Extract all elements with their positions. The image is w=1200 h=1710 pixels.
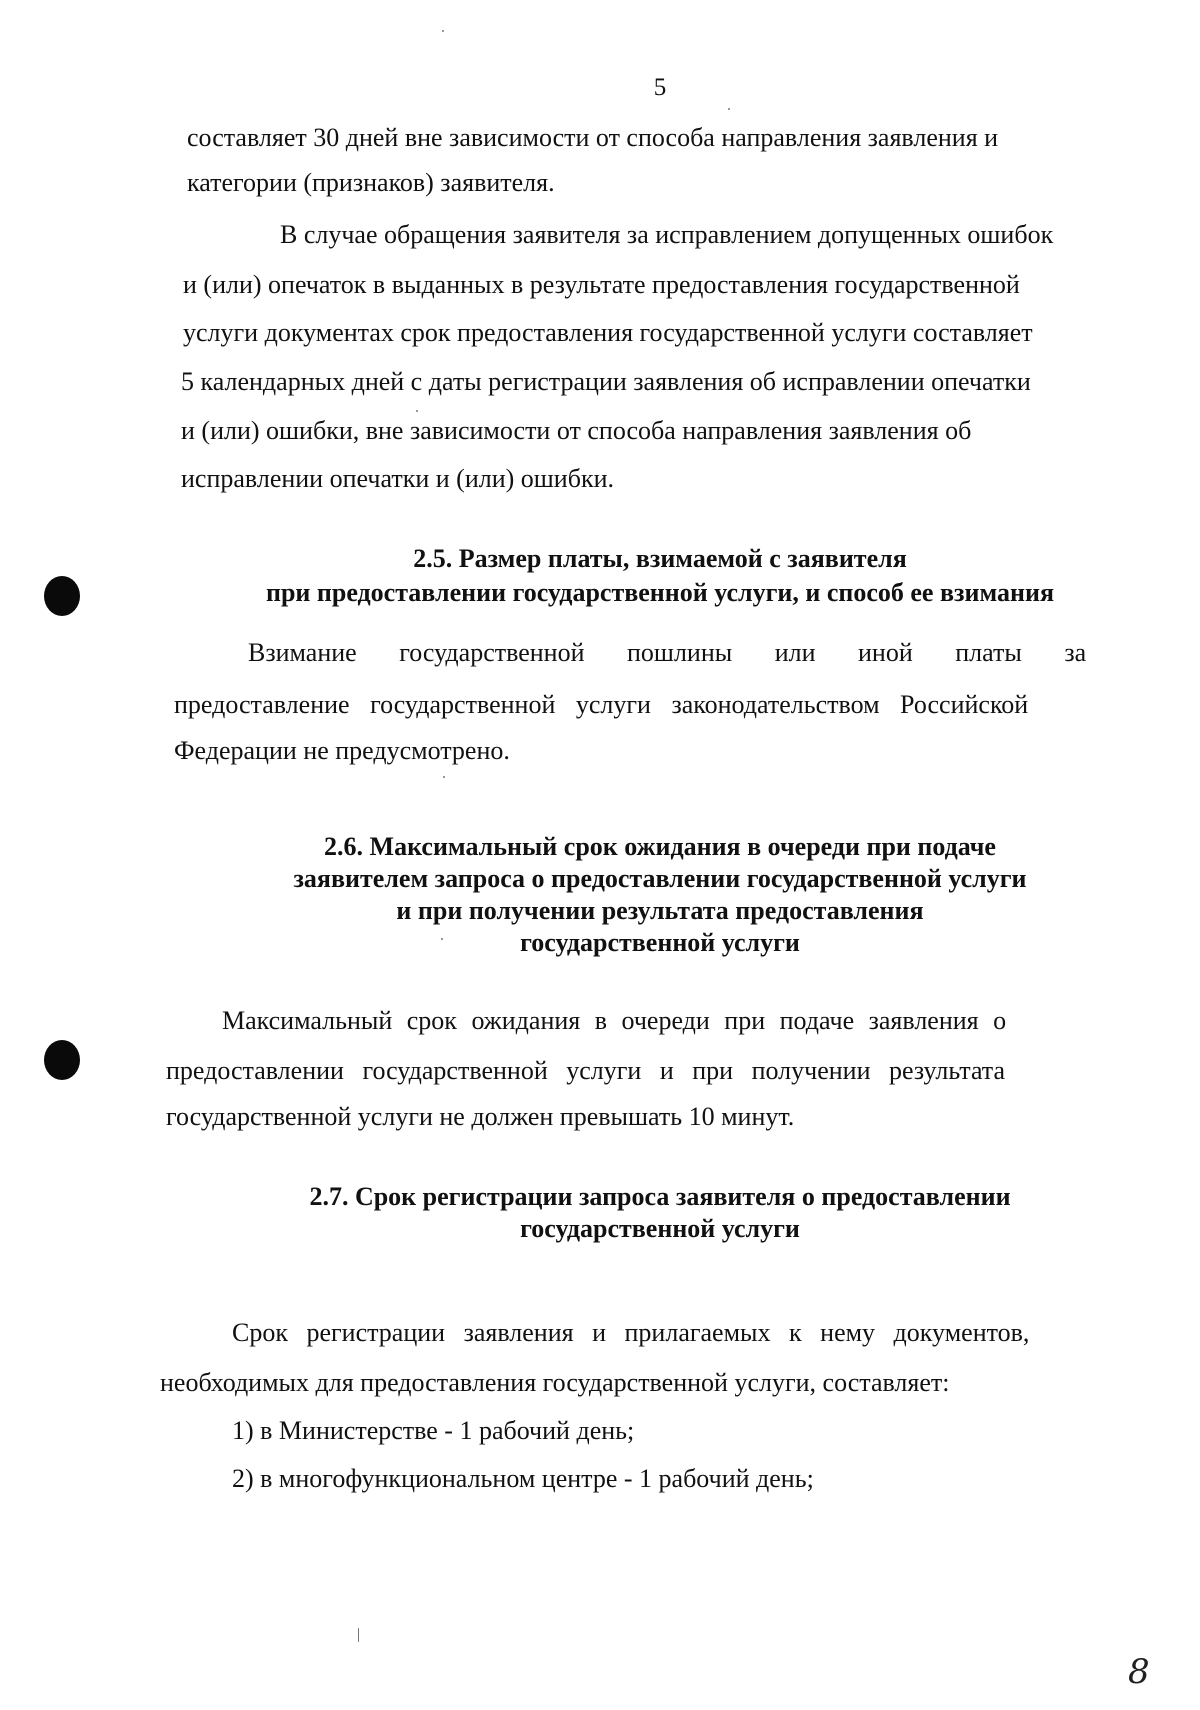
section-2-6-heading-line-1: 2.6. Максимальный срок ожидания в очереди при подаче <box>324 832 996 861</box>
scan-speck <box>728 108 730 110</box>
section-2-5-body-line-3: Федерации не предусмотрено. <box>174 736 510 765</box>
section-2-5-body-line-2: предоставление государственной услуги законодательством Российской <box>174 690 1029 719</box>
page-number: 5 <box>653 74 667 101</box>
scan-speck <box>358 1628 359 1642</box>
section-2-7-body-line-3: 1) в Министерстве - 1 рабочий день; <box>232 1416 635 1445</box>
section-2-6-body-line-1: Максимальный срок ожидания в очереди при подаче заявления о <box>222 1006 1007 1035</box>
scan-speck <box>443 776 445 778</box>
handwritten-page-mark: 8 <box>1128 1652 1150 1692</box>
paragraph-2-line-3: услуги документах срок предоставления государственной услуги составляет <box>183 318 1033 347</box>
section-2-6-body-line-3: государственной услуги не должен превышать 10 минут. <box>166 1102 795 1131</box>
section-2-5-heading-line-1: 2.5. Размер платы, взимаемой с заявителя <box>413 544 907 573</box>
text-line: составляет 30 дней вне зависимости от способа направления заявления и <box>187 123 999 152</box>
section-2-5-heading-line-2: при предоставлении государственной услуги, и способ ее взимания <box>265 578 1055 607</box>
section-2-6-heading-line-3: и при получении результата предоставления <box>396 896 924 925</box>
scan-speck <box>442 30 444 32</box>
paragraph-2-line-4: 5 календарных дней с даты регистрации заявления об исправлении опечатки <box>181 367 1031 396</box>
paragraph-1-line-1 <box>187 125 1139 151</box>
paragraph-2-line-6: исправлении опечатки и (или) ошибки. <box>181 464 614 493</box>
section-2-7-body-line-1: Срок регистрации заявления и прилагаемых к нему документов, <box>232 1318 1030 1347</box>
section-2-7-heading-line-1: 2.7. Срок регистрации запроса заявителя о предоставлении <box>309 1182 1011 1211</box>
paragraph-2-line-1: В случае обращения заявителя за исправлением допущенных ошибок <box>280 220 1054 249</box>
section-2-6-heading-line-4: государственной услуги <box>520 928 800 957</box>
section-2-6-heading-line-2: заявителем запроса о предоставлении государственной услуги <box>293 864 1027 893</box>
paragraph-2-line-5: и (или) ошибки, вне зависимости от способа направления заявления об <box>181 416 972 445</box>
paragraph-2-line-2: и (или) опечаток в выданных в результате предоставления государственной <box>183 270 1020 299</box>
section-2-7-body-line-4: 2) в многофункциональном центре - 1 рабочий день; <box>232 1464 814 1493</box>
scan-speck <box>416 410 418 412</box>
section-2-7-heading-line-2: государственной услуги <box>520 1214 800 1243</box>
punch-hole-bottom <box>44 1040 80 1080</box>
section-2-6-body-line-2: предоставлении государственной услуги и при получении результата <box>166 1056 1006 1085</box>
paragraph-1-line-2: категории (признаков) заявителя. <box>187 168 555 197</box>
section-2-5-body-line-1: Взимание государственной пошлины или иной платы за <box>248 638 1087 667</box>
section-2-7-body-line-2: необходимых для предоставления государственной услуги, составляет: <box>160 1368 950 1397</box>
